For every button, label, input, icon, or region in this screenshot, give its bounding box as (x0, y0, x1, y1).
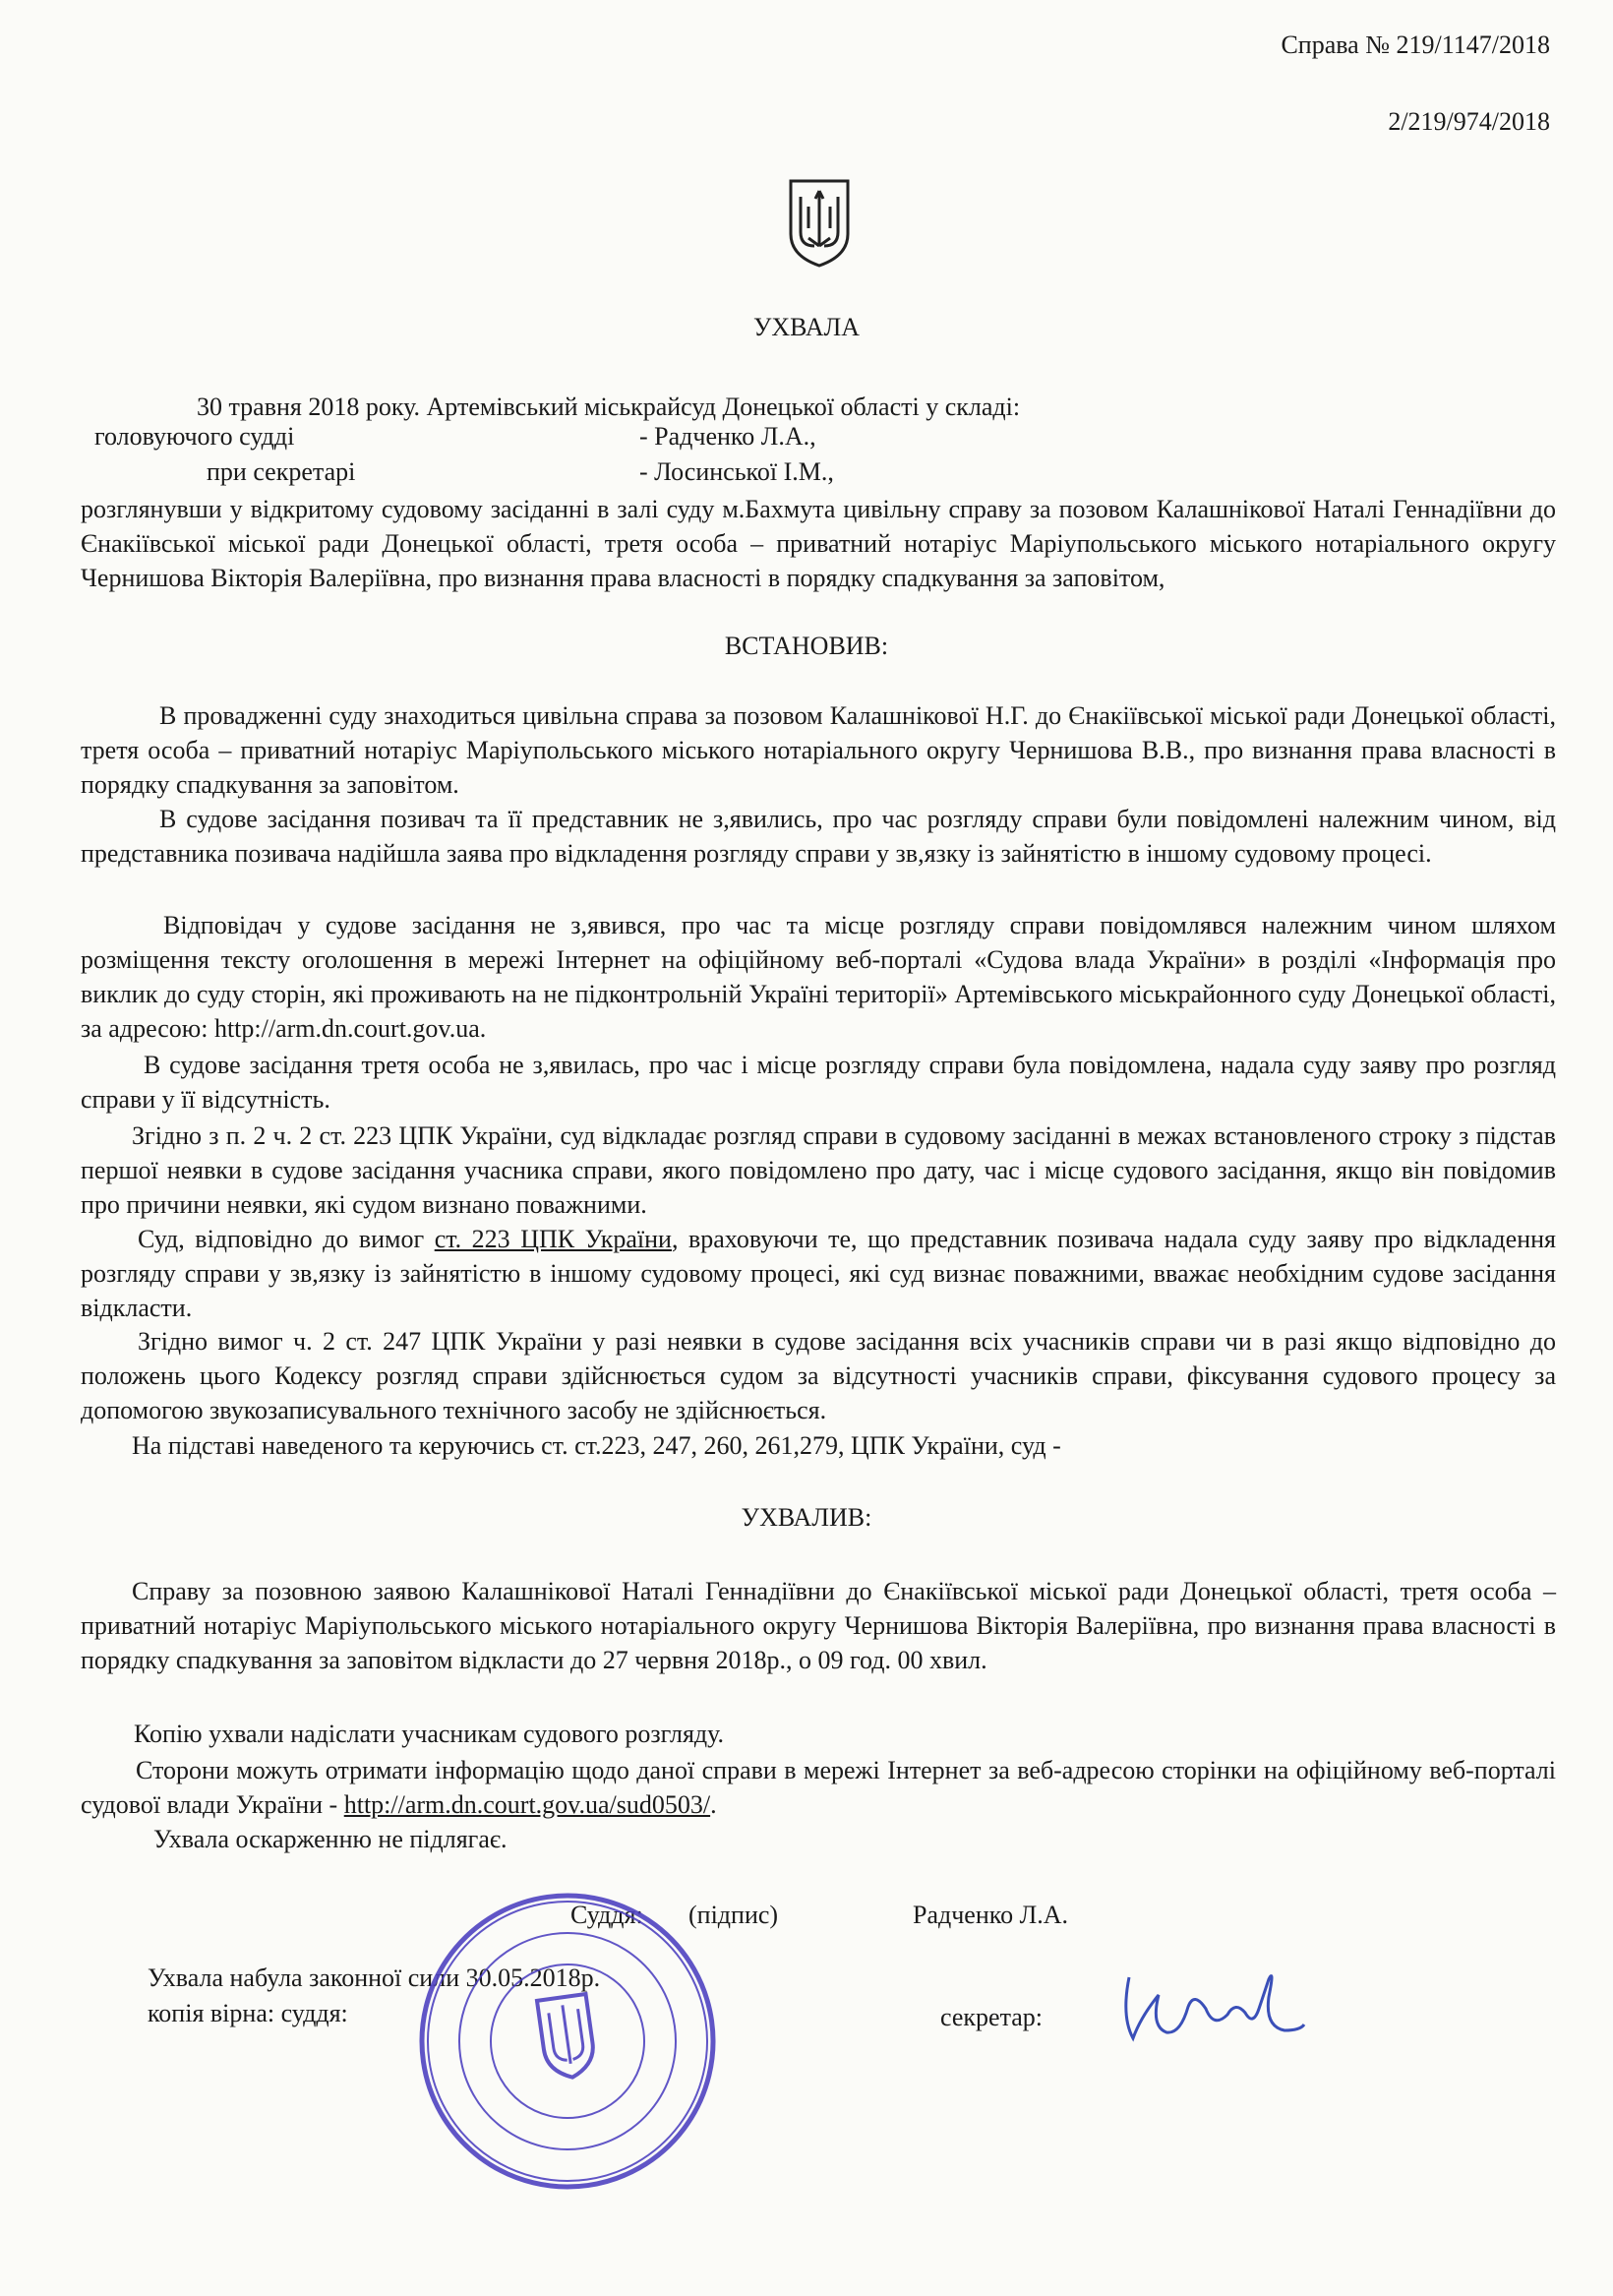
not-appealable: Ухвала оскарженню не підлягає. (153, 1825, 508, 1853)
established-paragraph: Відповідач у судове засідання не з,явився, про час та місце розгляду справи повідомлявся належним чином шляхом розміщення тексту оголошення в мережі Інтернет на офіційному веб-порталі «Судова влада України» в розділі «Інформація про виклик до суду сторін, які проживають на не підконтрольній Україні території» Артемівського міськрайонного суду Донецької області, за адресою: http://arm.dn.court.gov.ua. (81, 911, 1556, 1043)
proceeding-number: 2/219/974/2018 (1388, 107, 1550, 136)
decided-paragraph: Копію ухвали надіслати учасникам судового розгляду. (134, 1720, 725, 1748)
judge-role: головуючого судді (94, 422, 295, 451)
law-link[interactable]: ст. 223 ЦПК України (434, 1225, 672, 1253)
established-paragraph: На підставі наведеного та керуючись ст. ст.223, 247, 260, 261,279, ЦПК України, суд - (132, 1431, 1061, 1460)
document-title: УХВАЛА (752, 313, 861, 341)
copy-true: копія вірна: суддя: (148, 1999, 348, 2027)
decided-paragraph: Справу за позовною заявою Калашнікової Наталі Геннадіївни до Єнакіївської міської ради Донецької області, третя особа – приватний нотаріус Маріупольського міського нотаріального округу Чернишова Вікторія Валеріївна, про визнання права власності в порядку спадкування за заповітом відкласти до 27 червня 2018р., о 09 год. 00 хвил. (81, 1577, 1556, 1674)
effective-date: Ухвала набула законної сили 30.05.2018р. (148, 1964, 601, 1992)
signed-note: (підпис) (688, 1901, 779, 1929)
secretary-name: - Лосинської І.М., (639, 457, 834, 486)
established-paragraph: Згідно з п. 2 ч. 2 ст. 223 ЦПК України, суд відкладає розгляд справи в судовому засіданні в межах встановленого строку з підстав першої неявки в судове засідання учасника справи, якого повідомлено про дату, час і місце судового засідання, якщо він повідомив про причини неявки, які судом визнано поважними. (81, 1121, 1556, 1219)
judge-name: - Радченко Л.А., (639, 422, 816, 451)
judge-label: Суддя: (570, 1901, 643, 1929)
established-heading: ВСТАНОВИВ: (724, 632, 889, 660)
intro-line: 30 травня 2018 року. Артемівський міськрайсуд Донецької області у складі: (197, 393, 1021, 421)
considering-paragraph: розглянувши у відкритому судовому засіданні в залі суду м.Бахмута цивільну справу за позовом Калашнікової Наталі Геннадіївни до Єнакіївської міської ради Донецької області, третя особа – приватний нотаріус Маріупольського міського нотаріального округу Чернишова Вікторія Валеріївна, про визнання права власності в порядку спадкування за заповітом, (81, 495, 1556, 592)
established-paragraph: В судове засідання позивач та її представник не з,явились, про час розгляду справи були повідомлені належним чином, від представника позивача надійшла заява про відкладення розгляду справи у зв,язку із зайнятістю в іншому судовому процесі. (81, 805, 1556, 868)
info-paragraph: Сторони можуть отримати інформацію щодо даної справи в мережі Інтернет за веб-адресою сторінки на офіційному веб-порталі судової влади України - http://arm.dn.court.gov.ua/sud0503/. (81, 1756, 1556, 1819)
handwritten-signature-icon (1111, 1958, 1308, 2056)
secretary-label: секретар: (940, 2003, 1044, 2031)
court-website-link[interactable]: http://arm.dn.court.gov.ua/sud0503/ (343, 1790, 711, 1819)
established-paragraph: В провадженні суду знаходиться цивільна справа за позовом Калашнікової Н.Г. до Єнакіївської міської ради Донецької області, третя особа – приватний нотаріус Маріупольського міського нотаріального округу Чернишова В.В., про визнання права власності в порядку спадкування за заповітом. (81, 701, 1556, 799)
judge-signature-name: Радченко Л.А. (913, 1901, 1068, 1929)
secretary-role: при секретарі (207, 457, 356, 486)
court-stamp-icon (415, 1889, 720, 2194)
coat-of-arms-icon (787, 177, 852, 268)
court-paragraph: Суд, відповідно до вимог ст. 223 ЦПК України, враховуючи те, що представник позивача надала суду заяву про відкладення розгляду справи у зв,язку із зайнятістю в іншому судовому процесі, які суд визнає поважними, вважає необхідним судове засідання відкласти. (81, 1225, 1556, 1322)
established-paragraph: Згідно вимог ч. 2 ст. 247 ЦПК України у разі неявки в судове засідання всіх учасників справи чи в разі якщо відповідно до положень цього Кодексу розгляд справи здійснюється судом за відсутності учасників справи, фіксування судового процесу за допомогою звукозаписувального технічного засобу не здійснюється. (81, 1327, 1556, 1424)
decided-heading: УХВАЛИВ: (741, 1503, 872, 1532)
case-number: Справа № 219/1147/2018 (1281, 30, 1550, 59)
established-paragraph: В судове засідання третя особа не з,явилась, про час і місце розгляду справи була повідомлена, надала суду заяву про розгляд справи у її відсутність. (81, 1051, 1556, 1114)
